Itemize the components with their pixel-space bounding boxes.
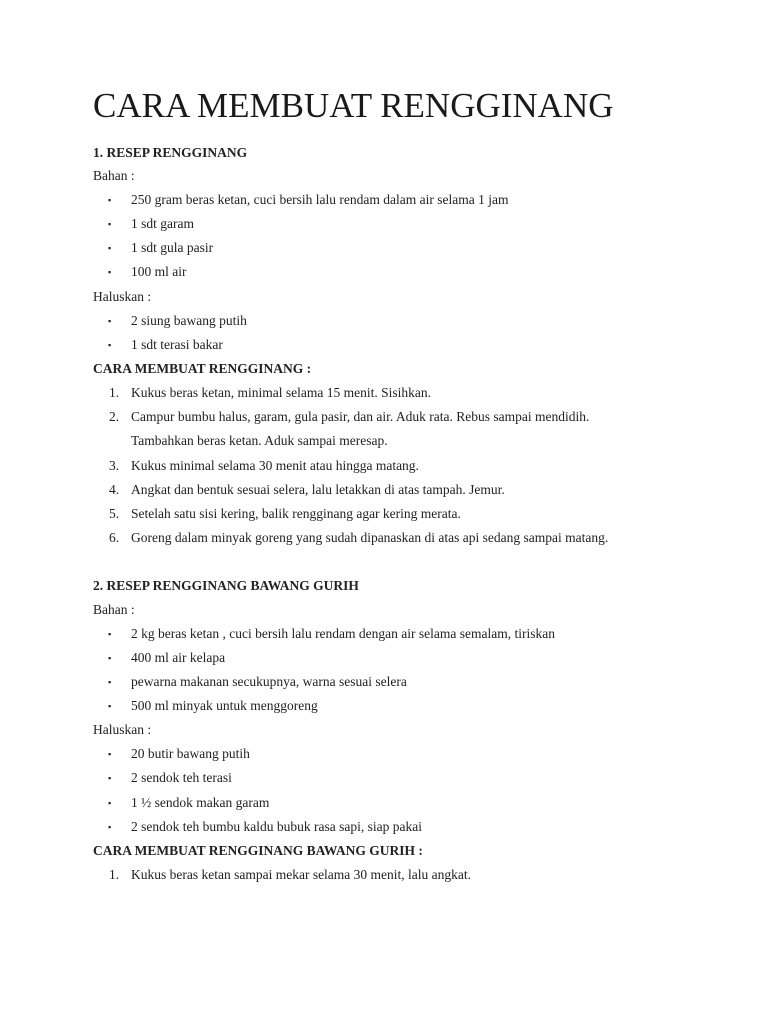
recipe-1-step: Kukus beras ketan, minimal selama 15 menit. Sisihkan. bbox=[131, 385, 431, 400]
bullet-icon: ▪ bbox=[108, 677, 112, 687]
bullet-icon: ▪ bbox=[108, 195, 112, 205]
recipe-1-step: Campur bumbu halus, garam, gula pasir, dan air. Aduk rata. Rebus sampai mendidih. bbox=[131, 409, 590, 424]
recipe-2-bahan-item: 400 ml air kelapa bbox=[131, 650, 226, 665]
bullet-icon: ▪ bbox=[108, 749, 112, 759]
bullet-icon: ▪ bbox=[108, 267, 112, 277]
step-number: 1. bbox=[109, 867, 120, 882]
recipe-1-step-continued: Tambahkan beras ketan. Aduk sampai meresap. bbox=[131, 433, 388, 448]
recipe-2-haluskan-item: 1 ½ sendok makan garam bbox=[131, 795, 270, 810]
recipe-1-haluskan-item: 2 siung bawang putih bbox=[131, 313, 247, 328]
bullet-icon: ▪ bbox=[108, 316, 112, 326]
bullet-icon: ▪ bbox=[108, 701, 112, 711]
recipe-1-bahan-label: Bahan : bbox=[93, 168, 135, 183]
bullet-icon: ▪ bbox=[108, 629, 112, 639]
recipe-2-haluskan-label: Haluskan : bbox=[93, 722, 152, 737]
recipe-2-bahan-label: Bahan : bbox=[93, 602, 135, 617]
bullet-icon: ▪ bbox=[108, 243, 112, 253]
bullet-icon: ▪ bbox=[108, 822, 112, 832]
recipe-1-step: Setelah satu sisi kering, balik rengginang agar kering merata. bbox=[131, 506, 461, 521]
recipe-2-bahan-item: pewarna makanan secukupnya, warna sesuai selera bbox=[131, 674, 407, 689]
recipe-2-haluskan-item: 2 sendok teh terasi bbox=[131, 770, 232, 785]
recipe-2-haluskan-item: 20 butir bawang putih bbox=[131, 746, 250, 761]
recipe-1-heading: 1. RESEP RENGGINANG bbox=[93, 145, 248, 160]
bullet-icon: ▪ bbox=[108, 798, 112, 808]
recipe-1-bahan-item: 250 gram beras ketan, cuci bersih lalu rendam dalam air selama 1 jam bbox=[131, 192, 509, 207]
step-number: 3. bbox=[109, 458, 120, 473]
step-number: 2. bbox=[109, 409, 120, 424]
recipe-2-step: Kukus beras ketan sampai mekar selama 30 menit, lalu angkat. bbox=[131, 867, 472, 882]
page-title: CARA MEMBUAT RENGGINANG bbox=[93, 86, 614, 125]
recipe-1-step: Angkat dan bentuk sesuai selera, lalu letakkan di atas tampah. Jemur. bbox=[131, 482, 505, 497]
recipe-1-haluskan-label: Haluskan : bbox=[93, 289, 152, 304]
recipe-1-step: Kukus minimal selama 30 menit atau hingga matang. bbox=[131, 458, 419, 473]
step-number: 6. bbox=[109, 530, 120, 545]
recipe-1-bahan-item: 100 ml air bbox=[131, 264, 187, 279]
recipe-1-bahan-item: 1 sdt gula pasir bbox=[131, 240, 214, 255]
recipe-1-steps-heading: CARA MEMBUAT RENGGINANG : bbox=[93, 361, 312, 376]
recipe-1-step: Goreng dalam minyak goreng yang sudah dipanaskan di atas api sedang sampai matang. bbox=[131, 530, 609, 545]
recipe-2-steps-heading: CARA MEMBUAT RENGGINANG BAWANG GURIH : bbox=[93, 843, 423, 858]
step-number: 4. bbox=[109, 482, 120, 497]
recipe-2-bahan-item: 500 ml minyak untuk menggoreng bbox=[131, 698, 318, 713]
bullet-icon: ▪ bbox=[108, 653, 112, 663]
recipe-1-bahan-item: 1 sdt garam bbox=[131, 216, 194, 231]
bullet-icon: ▪ bbox=[108, 340, 112, 350]
recipe-2-haluskan-item: 2 sendok teh bumbu kaldu bubuk rasa sapi, siap pakai bbox=[131, 819, 422, 834]
recipe-1-haluskan-item: 1 sdt terasi bakar bbox=[131, 337, 223, 352]
step-number: 1. bbox=[109, 385, 120, 400]
recipe-2-heading: 2. RESEP RENGGINANG BAWANG GURIH bbox=[93, 578, 359, 593]
bullet-icon: ▪ bbox=[108, 219, 112, 229]
bullet-icon: ▪ bbox=[108, 773, 112, 783]
step-number: 5. bbox=[109, 506, 120, 521]
recipe-2-bahan-item: 2 kg beras ketan , cuci bersih lalu rendam dengan air selama semalam, tiriskan bbox=[131, 626, 555, 641]
